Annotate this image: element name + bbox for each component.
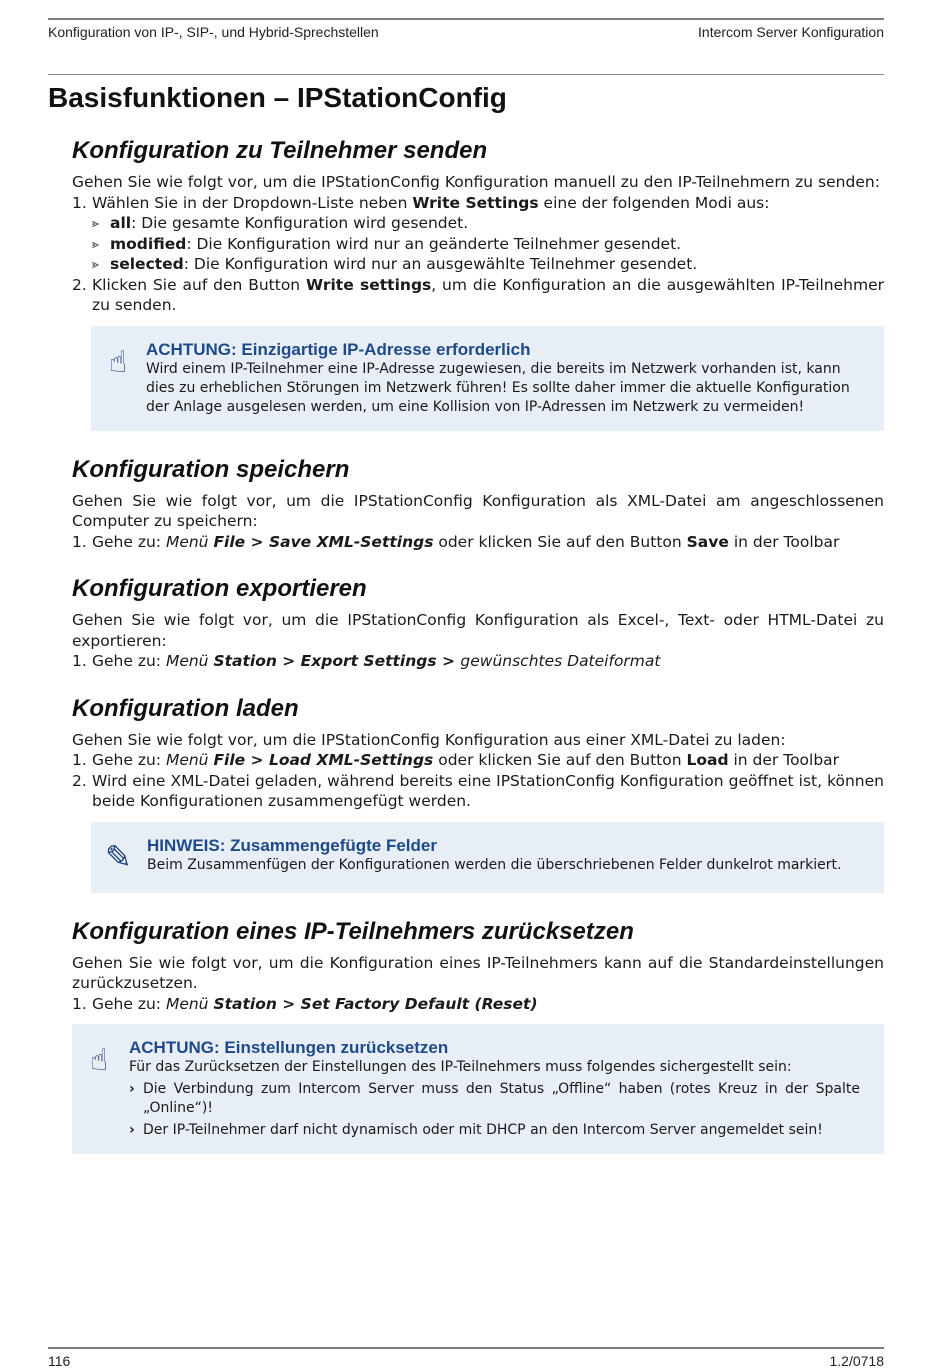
menu-path: File > Save XML-Settings — [213, 532, 434, 551]
warning-text: Für das Zurücksetzen der Einstellungen des IP-Teilnehmers muss folgendes sichergestellt sein: — [129, 1059, 792, 1075]
step-number: 1. — [72, 532, 87, 551]
step-1 — [72, 532, 884, 553]
step-1 — [72, 994, 884, 1015]
hint-box — [91, 822, 884, 893]
mode-text: : Die gesamte Konfiguration wird gesendet. — [131, 214, 469, 232]
section-heading: Konfiguration exportieren — [72, 575, 367, 602]
bullet-text: Die Verbindung zum Intercom Server muss den Status „Offline“ haben (rotes Kreuz in der Spalte „Online“)! — [143, 1081, 860, 1116]
warning-box — [91, 326, 884, 431]
hint-text: Beim Zusammenfügen der Konfigurationen werden die überschriebenen Felder dunkelrot markiert. — [147, 856, 842, 873]
step-text: Gehe zu: — [92, 994, 166, 1013]
mode-item-modified — [72, 234, 884, 255]
header-divider — [48, 74, 884, 75]
step-number: 1. — [72, 751, 87, 769]
warning-title: ACHTUNG: Einstellungen zurücksetzen — [129, 1038, 449, 1057]
mode-item-selected — [72, 254, 884, 275]
step-text: Gehe zu: — [92, 532, 166, 551]
step-text: , um die Konfiguration an die ausgewählten IP-Teilnehmer zu senden. — [92, 275, 884, 314]
step-1 — [72, 193, 884, 214]
mode-item-all — [72, 213, 884, 234]
menu-path: Station > Set Factory Default (Reset) — [213, 994, 538, 1013]
chevron-right-icon: ⪢ — [92, 216, 99, 230]
step-text: eine der folgenden Modi aus: — [538, 193, 770, 212]
section-heading: Konfiguration zu Teilnehmer senden — [72, 137, 488, 164]
page-number: 116 — [48, 1353, 71, 1369]
section-intro: Gehen Sie wie folgt vor, um die Konfiguration eines IP-Teilnehmers kann auf die Standardeinstellungen zurückzusetzen. — [72, 953, 884, 992]
mode-name: selected — [110, 255, 184, 273]
menu-path: Station > Export Settings > — [213, 652, 461, 670]
chevron-right-icon: ⪢ — [92, 257, 99, 271]
step-text: Gehe zu: — [92, 652, 166, 670]
page-content — [48, 80, 884, 1154]
step-2 — [72, 275, 884, 316]
mode-name: all — [110, 214, 132, 232]
mode-text: : Die Konfiguration wird nur an ausgewählte Teilnehmer gesendet. — [183, 255, 698, 273]
step-number: 1. — [72, 193, 87, 212]
step-text: Klicken Sie auf den Button — [92, 275, 306, 294]
header-right: Intercom Server Konfiguration — [698, 24, 884, 40]
footer-rule — [48, 1347, 884, 1349]
button-name: Save — [686, 532, 729, 551]
step-bold: Write Settings — [412, 193, 539, 212]
section-send — [72, 136, 884, 431]
chevron-right-icon: ⪢ — [92, 236, 99, 251]
warning-box — [72, 1024, 884, 1154]
step-text: oder klicken Sie auf den Button — [433, 751, 687, 769]
section-heading: Konfiguration eines IP-Teilnehmers zurücksetzen — [72, 917, 634, 945]
section-export — [72, 574, 884, 672]
section-heading: Konfiguration speichern — [72, 455, 350, 483]
menu-label: Menü — [165, 652, 214, 670]
section-intro: Gehen Sie wie folgt vor, um die IPStationConfig Konfiguration als Excel-, Text- oder HTML-Datei zu exportieren: — [72, 611, 884, 650]
button-name: Load — [686, 751, 729, 769]
section-intro: Gehen Sie wie folgt vor, um die IPStationConfig Konfiguration manuell zu den IP-Teilnehmern zu senden: — [72, 173, 880, 191]
step-number: 2. — [72, 275, 87, 294]
section-reset — [72, 917, 884, 1155]
document-version: 1.2/0718 — [829, 1353, 884, 1369]
step-number: 1. — [72, 994, 87, 1013]
warning-text: Wird einem IP-Teilnehmer eine IP-Adresse zugewiesen, die bereits im Netzwerk vorhanden ist, kann dies zu erheblichen Störungen im Netzwerk führen! Es sollte daher immer die aktuelle Konfiguration der Anlage ausgelesen werden, um eine Kollision von IP-Adressen im Netzwerk zu vermeiden! — [146, 360, 850, 415]
mode-text: : Die Konfiguration wird nur an geänderte Teilnehmer gesendet. — [186, 234, 682, 253]
step-2 — [72, 771, 884, 812]
section-save — [72, 455, 884, 553]
menu-label: Menü — [165, 994, 214, 1013]
step-number: 2. — [72, 771, 87, 790]
menu-label: Menü — [165, 532, 214, 551]
step-1 — [72, 750, 884, 771]
warning-bullet — [129, 1080, 860, 1118]
section-heading: Konfiguration laden — [72, 694, 299, 722]
chevron-right-icon: › — [129, 1081, 135, 1097]
header-left: Konfiguration von IP-, SIP-, und Hybrid-Sprechstellen — [48, 24, 379, 40]
warning-title: ACHTUNG: Einzigartige IP-Adresse erforderlich — [146, 339, 531, 359]
step-text: oder klicken Sie auf den Button — [433, 532, 687, 551]
mode-name: modified — [110, 234, 187, 253]
menu-path: File > Load XML-Settings — [213, 751, 434, 769]
file-format: gewünschtes Dateiformat — [460, 652, 661, 670]
hint-title: HINWEIS: Zusammengefügte Felder — [147, 835, 437, 855]
step-text: Wird eine XML-Datei geladen, während bereits eine IPStationConfig Konfiguration geöffnet ist, können beide Konfigurationen zusammengefügt werden. — [92, 771, 884, 810]
section-intro: Gehen Sie wie folgt vor, um die IPStationConfig Konfiguration aus einer XML-Datei zu laden: — [72, 730, 786, 749]
menu-label: Menü — [165, 751, 214, 769]
warning-bullet — [129, 1121, 860, 1140]
step-text: in der Toolbar — [728, 532, 840, 551]
step-text: in der Toolbar — [728, 751, 840, 769]
section-load — [72, 694, 884, 893]
pointing-hand-icon: ☝ — [109, 344, 128, 380]
step-number: 1. — [72, 652, 87, 670]
page-title: Basisfunktionen – IPStationConfig — [48, 82, 507, 113]
chevron-right-icon: › — [129, 1122, 135, 1138]
step-bold: Write settings — [306, 275, 432, 294]
header-rule — [48, 18, 884, 20]
pointing-hand-icon: ☝ — [90, 1043, 109, 1078]
step-text: Wählen Sie in der Dropdown-Liste neben — [92, 193, 413, 212]
pencil-icon: ✎ — [105, 837, 132, 876]
bullet-text: Der IP-Teilnehmer darf nicht dynamisch oder mit DHCP an den Intercom Server angemeldet sein! — [143, 1122, 823, 1138]
section-intro: Gehen Sie wie folgt vor, um die IPStationConfig Konfiguration als XML-Datei am angeschlossenen Computer zu speichern: — [72, 491, 884, 530]
step-text: Gehe zu: — [92, 751, 166, 769]
step-1 — [72, 651, 884, 672]
